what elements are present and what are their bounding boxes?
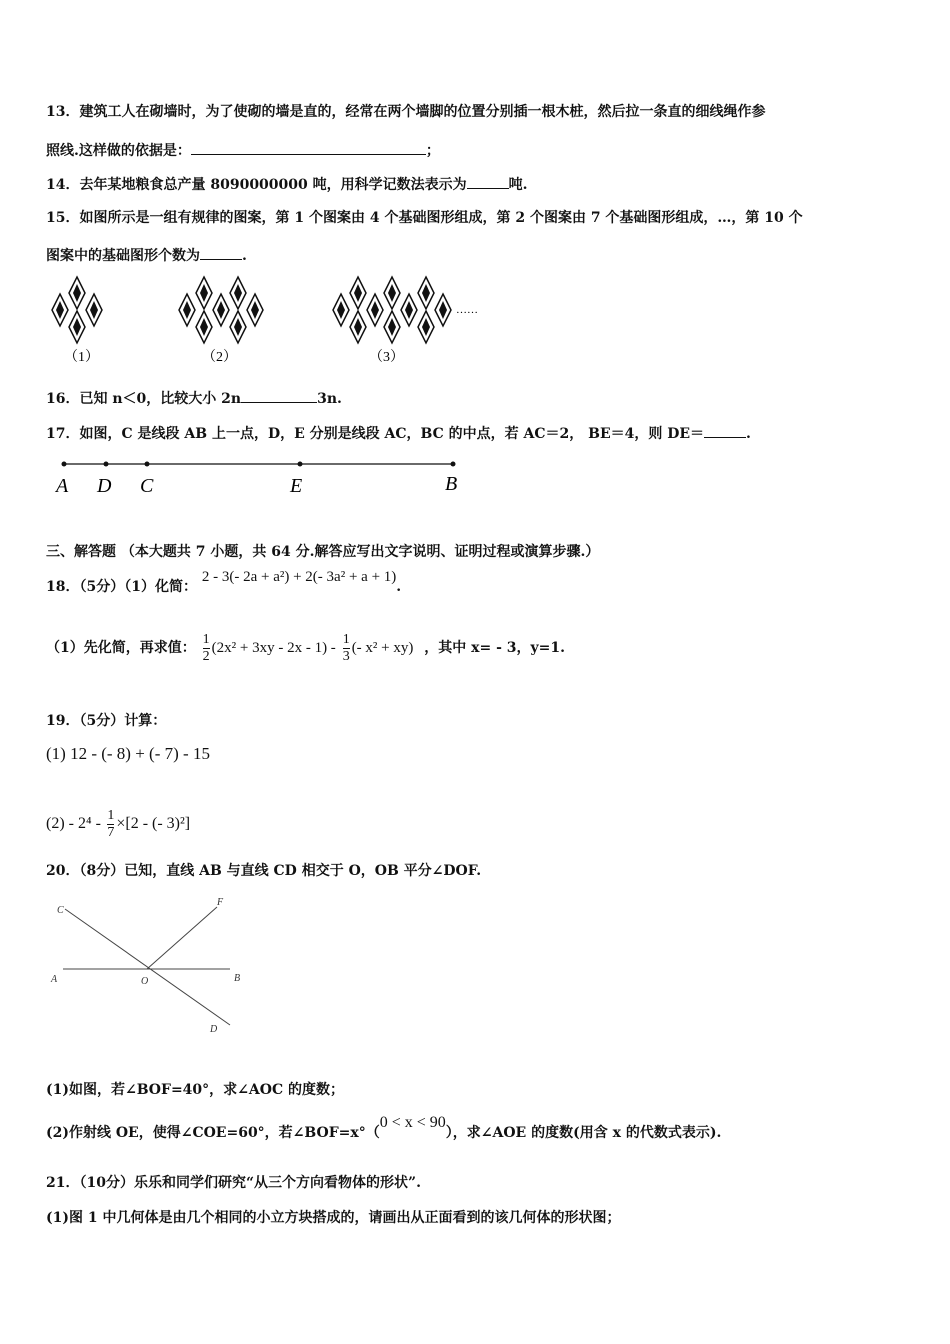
q14-text: 14．去年某地粮食总产量 8090000000 吨，用科学记数法表示为	[46, 177, 467, 193]
q19-fraction	[107, 808, 114, 841]
q18-expr-b: (2x² + 3xy - 2x - 1) -	[211, 640, 336, 656]
q14-line	[46, 174, 528, 195]
q15-prompt: 图案中的基础图形个数为	[46, 248, 200, 264]
q14-answer-blank[interactable]	[467, 174, 509, 189]
q18-sub-line	[46, 628, 565, 668]
q13-line1: 13．建筑工人在砌墙时，为了使砌的墙是直的，经常在两个墙脚的位置分别插一根木桩，然后拉一条直的细线绳作参	[46, 104, 766, 120]
q20-part2-cond: 0 < x < 90	[379, 1114, 446, 1131]
q17-answer-blank[interactable]	[704, 423, 746, 438]
q15-pattern-1	[52, 277, 102, 343]
q19-expr-2-line	[46, 804, 190, 844]
q20-part1: (1)如图，若∠BOF=40°，求∠AOC 的度数；	[46, 1082, 344, 1098]
q16-line	[46, 388, 342, 409]
q18-half-fraction	[203, 632, 210, 665]
label-c: C	[57, 905, 64, 916]
q13-prompt: 照线.这样做的依据是：	[46, 143, 191, 159]
label-c: C	[140, 475, 154, 497]
q13-tail: ；	[425, 143, 440, 159]
point-d	[104, 462, 109, 467]
q15-label-3: （3）	[369, 350, 404, 365]
q15-line1: 15．如图所示是一组有规律的图案，第 1 个图案由 4 个基础图形组成，第 2 个图案由 7 个基础图形组成，…，第 10 个	[46, 210, 803, 226]
q20-part2	[46, 1113, 721, 1153]
q18-dot: .	[396, 579, 402, 595]
q18-condition: ，其中 x= - 3，y=1.	[424, 640, 565, 656]
label-o: O	[141, 976, 149, 987]
label-d: D	[97, 475, 112, 497]
q19-label: 19．（5分）计算：	[46, 713, 167, 729]
label-e: E	[290, 475, 303, 497]
q18-sub-label: （1）先化简，再求值：	[46, 640, 196, 656]
q21-part1: (1)图 1 中几何体是由几个相同的小立方块搭成的，请画出从正面看到的该几何体的形状图；	[46, 1210, 621, 1226]
q18-third-fraction	[343, 632, 350, 665]
point-e	[298, 462, 303, 467]
q19-frac-num: 1	[107, 807, 115, 823]
q20-angle-figure	[45, 895, 255, 1040]
q15-line2	[46, 245, 247, 266]
q19-expr-2a: (2) - 2⁴ -	[46, 815, 101, 832]
q15-answer-blank[interactable]	[200, 245, 242, 260]
q18-third-den: 3	[342, 648, 350, 664]
label-b: B	[445, 473, 458, 495]
q17-segment-figure	[48, 452, 478, 500]
q15-tail: .	[242, 248, 247, 264]
q15-pattern-2	[179, 277, 263, 343]
q15-label-1: （1）	[64, 350, 99, 365]
q15-pattern-3	[333, 277, 451, 343]
label-f: F	[217, 897, 224, 908]
point-b	[451, 462, 456, 467]
q19-frac-den: 7	[107, 824, 115, 840]
q19-expr-2b: ×[2 - (- 3)²]	[116, 815, 191, 832]
label-a: A	[56, 475, 69, 497]
q15-ellipsis: ……	[456, 304, 478, 316]
label-d: D	[210, 1024, 218, 1035]
q20-part2-a: (2)作射线 OE，使得∠COE=60°，若∠BOF=x°（	[46, 1125, 380, 1141]
q18-third-num: 1	[342, 631, 350, 647]
point-c	[145, 462, 150, 467]
q20-part2-b: ），求∠AOE 的度数(用含 x 的代数式表示).	[445, 1125, 722, 1141]
q16-text: 16．已知 n＜0，比较大小 2n	[46, 391, 242, 407]
section3-heading: 三、解答题 （本大题共 7 小题，共 64 分.解答应写出文字说明、证明过程或演算步骤.）	[46, 544, 600, 560]
q18-expr-c: (- x² + xy)	[351, 640, 414, 656]
q15-label-2: （2）	[202, 350, 237, 365]
q16-answer-blank[interactable]	[241, 388, 317, 403]
q13-line2	[46, 140, 440, 161]
q15-pattern-figure	[40, 275, 500, 370]
q16-tail: 3n.	[317, 391, 342, 407]
q19-expr-1: (1) 12 - (- 8) + (- 7) - 15	[46, 744, 210, 763]
point-a	[62, 462, 67, 467]
q14-tail: 吨.	[508, 177, 528, 193]
q20-label: 20．（8分）已知，直线 AB 与直线 CD 相交于 O，OB 平分∠DOF.	[46, 863, 482, 879]
q17-text: 17．如图，C 是线段 AB 上一点，D，E 分别是线段 AC，BC 的中点，若 AC＝2， BE＝4，则 DE＝	[46, 426, 705, 442]
line-cd	[65, 909, 230, 1025]
q18-line	[46, 569, 402, 597]
q13-answer-blank[interactable]	[191, 140, 426, 155]
q18-half-num: 1	[202, 631, 210, 647]
q18-expr-a: 2 - 3(- 2a + a²) + 2(- 3a² + a + 1)	[201, 569, 397, 585]
q18-half-den: 2	[202, 648, 210, 664]
q18-label: 18．（5分）（1）化简：	[46, 579, 197, 595]
q17-line	[46, 423, 751, 444]
ray-of	[147, 907, 217, 969]
label-b: B	[234, 973, 241, 984]
label-a: A	[51, 974, 58, 985]
q17-tail: .	[746, 426, 751, 442]
q21-label: 21．（10分）乐乐和同学们研究“从三个方向看物体的形状”.	[46, 1175, 421, 1191]
